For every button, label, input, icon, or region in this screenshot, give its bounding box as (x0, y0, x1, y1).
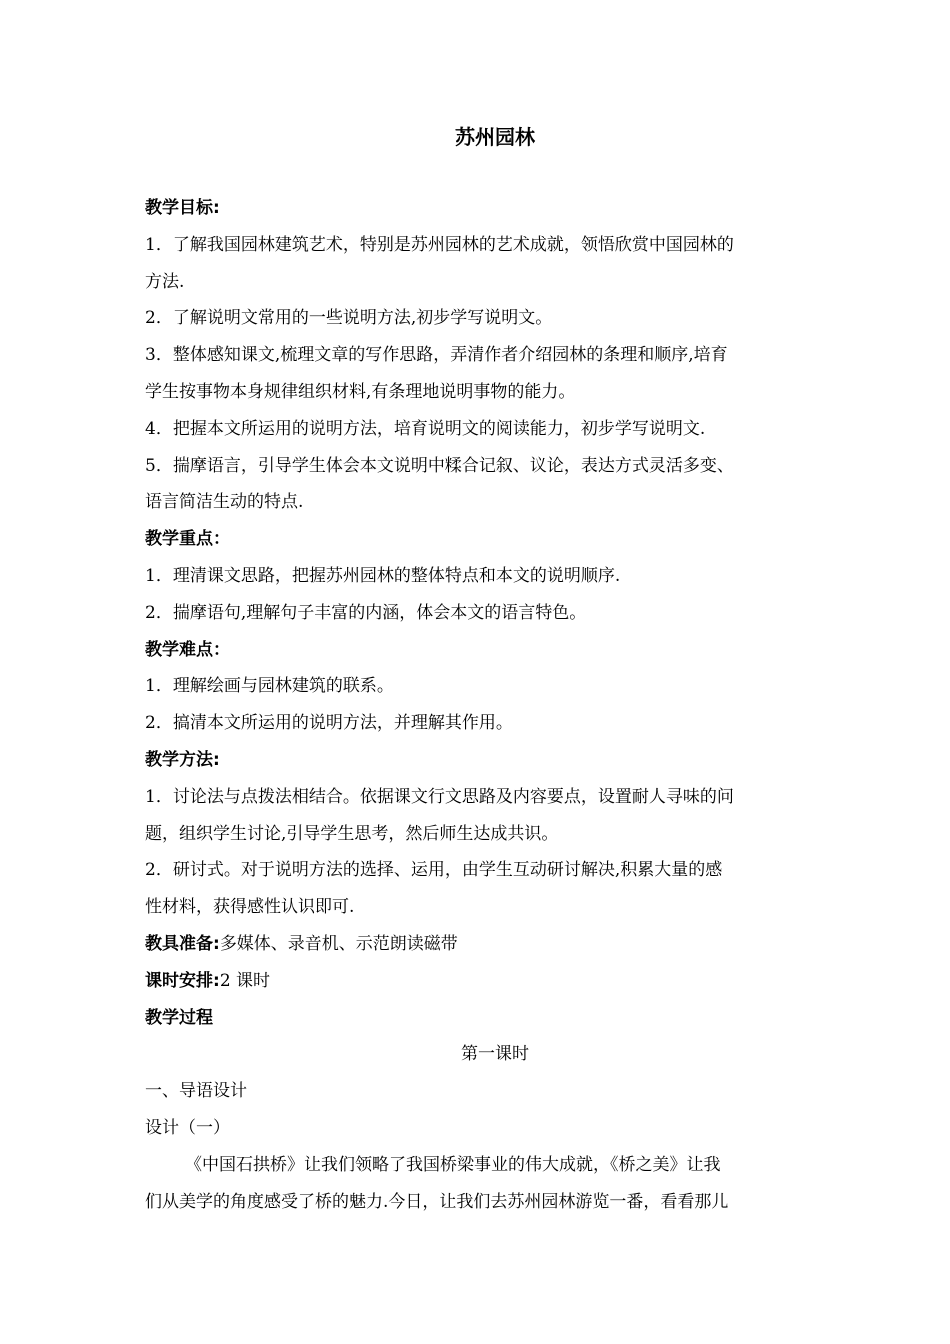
goal-item-2: 2．了解说明文常用的一些说明方法,初步学写说明文。 (145, 308, 553, 329)
method-item-1b: 题，组织学生讨论,引导学生思考，然后师生达成共识。 (145, 823, 559, 844)
key-point-item-1: 1．理清课文思路，把握苏州园林的整体特点和本文的说明顺序. (145, 565, 621, 586)
process-heading: 教学过程 (145, 1007, 213, 1028)
goal-item-1b: 方法. (145, 271, 185, 292)
methods-heading: 教学方法: (145, 749, 220, 770)
paragraph-line-2: 们从美学的角度感受了桥的魅力.今日，让我们去苏州园林游览一番，看看那儿 (145, 1191, 729, 1212)
goal-item-3b: 学生按事物本身规律组织材料,有条理地说明事物的能力。 (145, 381, 576, 402)
method-item-2a: 2．研讨式。对于说明方法的选择、运用，由学生互动研讨解决,积累大量的感 (145, 860, 723, 881)
schedule-heading: 课时安排: (145, 970, 220, 991)
schedule-value: 2 课时 (219, 970, 271, 991)
goal-item-1a: 1．了解我国园林建筑艺术，特别是苏州园林的艺术成就，领悟欣赏中国园林的 (145, 234, 734, 255)
goal-item-5b: 语言简洁生动的特点. (145, 492, 304, 513)
tools-value: 多媒体、录音机、示范朗读磁带 (219, 933, 458, 954)
paragraph-line-1: 《中国石拱桥》让我们领略了我国桥梁事业的伟大成就，《桥之美》让我 (185, 1154, 721, 1175)
difficulties-heading: 教学难点： (145, 639, 230, 660)
difficulty-item-2: 2．搞清本文所运用的说明方法，并理解其作用。 (145, 713, 513, 734)
schedule-line (145, 963, 815, 1000)
difficulty-item-1: 1．理解绘画与园林建筑的联系。 (145, 676, 394, 697)
design-heading: 设计（一） (145, 1117, 230, 1138)
document-title: 苏州园林 (455, 125, 535, 149)
intro-heading: 一、导语设计 (145, 1081, 247, 1102)
method-item-1a: 1．讨论法与点拨法相结合。依据课文行文思路及内容要点，设置耐人寻味的问 (145, 786, 734, 807)
tools-heading: 教具准备: (145, 933, 220, 954)
goal-item-4: 4．把握本文所运用的说明方法，培育说明文的阅读能力，初步学写说明文. (145, 418, 706, 439)
tools-line (145, 926, 815, 963)
goals-heading: 教学目标: (145, 198, 220, 218)
goal-item-3a: 3．整体感知课文,梳理文章的写作思路，弄清作者介绍园林的条理和顺序,培育 (145, 345, 728, 366)
method-item-2b: 性材料，获得感性认识即可. (145, 897, 355, 918)
key-points-heading: 教学重点： (145, 529, 230, 550)
key-point-item-2: 2．揣摩语句,理解句子丰富的内涵，体会本文的语言特色。 (145, 602, 587, 623)
goal-item-5a: 5．揣摩语言，引导学生体会本文说明中糅合记叙、议论，表达方式灵活多变、 (145, 455, 734, 476)
document-body (145, 190, 815, 1220)
lesson-heading: 第一课时 (461, 1044, 529, 1065)
